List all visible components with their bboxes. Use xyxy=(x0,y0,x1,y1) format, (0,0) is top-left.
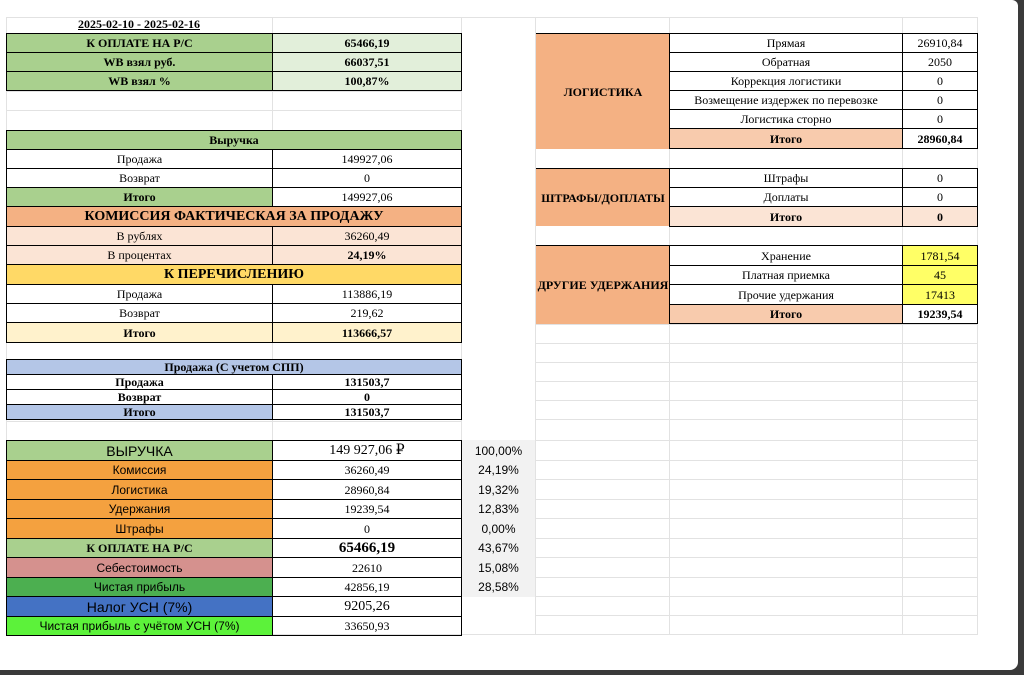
other-label: Платная приемка xyxy=(669,265,903,285)
grid-line xyxy=(6,91,461,92)
grid-line xyxy=(536,362,978,363)
revenue-total-value: 149927,06 xyxy=(272,187,462,207)
top-label: WB взял руб. xyxy=(6,52,273,72)
summary-pct: 28,58% xyxy=(462,577,535,597)
summary-value: 19239,54 xyxy=(272,499,462,519)
revenue-sale-value: 149927,06 xyxy=(272,149,462,169)
summary-value: 28960,84 xyxy=(272,479,462,500)
grid-line xyxy=(536,538,978,539)
commission-rub-label: В рублях xyxy=(6,226,273,246)
summary-pct: 15,08% xyxy=(462,557,535,578)
summary-label: Себестоимость xyxy=(6,557,273,578)
grid-line xyxy=(536,518,978,519)
spp-total-value: 131503,7 xyxy=(272,404,462,420)
spp-sale-value: 131503,7 xyxy=(272,374,462,390)
grid-line xyxy=(536,499,978,500)
logistics-title: ЛОГИСТИКА xyxy=(536,33,670,149)
summary-label: Штрафы xyxy=(6,518,273,539)
logistics-value: 26910,84 xyxy=(902,33,978,53)
logistics-label: Коррекция логистики xyxy=(669,71,903,91)
commission-rub-value: 36260,49 xyxy=(272,226,462,246)
summary-value: 9205,26 xyxy=(272,596,462,617)
summary-value: 36260,49 xyxy=(272,460,462,480)
summary-pct: 100,00% xyxy=(462,440,535,461)
top-label: К ОПЛАТЕ НА Р/С xyxy=(6,33,273,53)
grid-line xyxy=(536,577,978,578)
summary-value: 42856,19 xyxy=(272,577,462,597)
fines-label: Штрафы xyxy=(669,168,903,188)
logistics-value: 0 xyxy=(902,90,978,110)
logistics-value: 0 xyxy=(902,71,978,91)
spp-total-label: Итого xyxy=(6,404,273,420)
other-value: 1781,54 xyxy=(902,245,978,266)
transfer-title: К ПЕРЕЧИСЛЕНИЮ xyxy=(6,264,462,285)
logistics-label: Прямая xyxy=(669,33,903,53)
commission-pct-label: В процентах xyxy=(6,245,273,265)
top-value: 65466,19 xyxy=(272,33,462,53)
summary-value: 149 927,06 ₽ xyxy=(272,440,462,461)
revenue-sale-label: Продажа xyxy=(6,149,273,169)
summary-label: Чистая прибыль с учётом УСН (7%) xyxy=(6,616,273,636)
summary-pct: 19,32% xyxy=(462,479,535,500)
spp-sale-label: Продажа xyxy=(6,374,273,390)
fines-label: Доплаты xyxy=(669,187,903,207)
revenue-return-value: 0 xyxy=(272,168,462,188)
commission-pct-value: 24,19% xyxy=(272,245,462,265)
logistics-total-label: Итого xyxy=(669,128,903,149)
grid-line xyxy=(536,596,978,597)
grid-line xyxy=(536,460,978,461)
summary-pct: 24,19% xyxy=(462,460,535,480)
summary-pct: 0,00% xyxy=(462,518,535,539)
other-title: ДРУГИЕ УДЕРЖАНИЯ xyxy=(536,245,670,324)
other-total-label: Итого xyxy=(669,304,903,324)
grid-line xyxy=(536,324,978,325)
grid-line xyxy=(536,419,978,420)
logistics-label: Логистика сторно xyxy=(669,109,903,129)
spp-return-value: 0 xyxy=(272,389,462,405)
fines-title: ШТРАФЫ/ДОПЛАТЫ xyxy=(536,168,670,226)
top-value: 100,87% xyxy=(272,71,462,91)
transfer-sale-value: 113886,19 xyxy=(272,284,462,304)
transfer-total-label: Итого xyxy=(6,322,273,343)
grid-line xyxy=(6,421,461,422)
other-value: 17413 xyxy=(902,284,978,305)
summary-value: 22610 xyxy=(272,557,462,578)
revenue-return-label: Возврат xyxy=(6,168,273,188)
spp-return-label: Возврат xyxy=(6,389,273,405)
fines-value: 0 xyxy=(902,187,978,207)
summary-label: Чистая прибыль xyxy=(6,577,273,597)
revenue-title: Выручка xyxy=(6,130,462,150)
fines-total-value: 0 xyxy=(902,206,978,227)
fines-total-label: Итого xyxy=(669,206,903,227)
logistics-total-value: 28960,84 xyxy=(902,128,978,149)
logistics-value: 0 xyxy=(902,109,978,129)
grid-line xyxy=(536,615,978,616)
grid-line xyxy=(536,343,978,344)
summary-label: Комиссия xyxy=(6,460,273,480)
grid-line xyxy=(536,400,978,401)
other-label: Прочие удержания xyxy=(669,284,903,305)
grid-line xyxy=(536,557,978,558)
top-value: 66037,51 xyxy=(272,52,462,72)
summary-pct: 43,67% xyxy=(462,538,535,558)
other-total-value: 19239,54 xyxy=(902,304,978,324)
grid-line xyxy=(6,110,461,111)
summary-pct: 12,83% xyxy=(462,499,535,519)
transfer-return-value: 219,62 xyxy=(272,303,462,323)
commission-title: КОМИССИЯ ФАКТИЧЕСКАЯ ЗА ПРОДАЖУ xyxy=(6,206,462,227)
summary-label: Удержания xyxy=(6,499,273,519)
other-label: Хранение xyxy=(669,245,903,266)
transfer-total-value: 113666,57 xyxy=(272,322,462,343)
summary-value: 33650,93 xyxy=(272,616,462,636)
summary-label: Налог УСН (7%) xyxy=(6,596,273,617)
logistics-label: Возмещение издержек по перевозке xyxy=(669,90,903,110)
summary-value: 0 xyxy=(272,518,462,539)
grid-line xyxy=(536,479,978,480)
top-label: WB взял % xyxy=(6,71,273,91)
summary-label: К ОПЛАТЕ НА Р/С xyxy=(6,538,273,558)
fines-value: 0 xyxy=(902,168,978,188)
logistics-label: Обратная xyxy=(669,52,903,72)
transfer-sale-label: Продажа xyxy=(6,284,273,304)
summary-value: 65466,19 xyxy=(272,538,462,558)
summary-label: Логистика xyxy=(6,479,273,500)
logistics-value: 2050 xyxy=(902,52,978,72)
revenue-total-label: Итого xyxy=(6,187,273,207)
date-range: 2025-02-10 - 2025-02-16 xyxy=(78,17,200,31)
transfer-return-label: Возврат xyxy=(6,303,273,323)
summary-label: ВЫРУЧКА xyxy=(6,440,273,461)
spp-title: Продажа (С учетом СПП) xyxy=(6,359,462,375)
grid-line xyxy=(536,381,978,382)
other-value: 45 xyxy=(902,265,978,285)
grid-line xyxy=(536,440,978,441)
